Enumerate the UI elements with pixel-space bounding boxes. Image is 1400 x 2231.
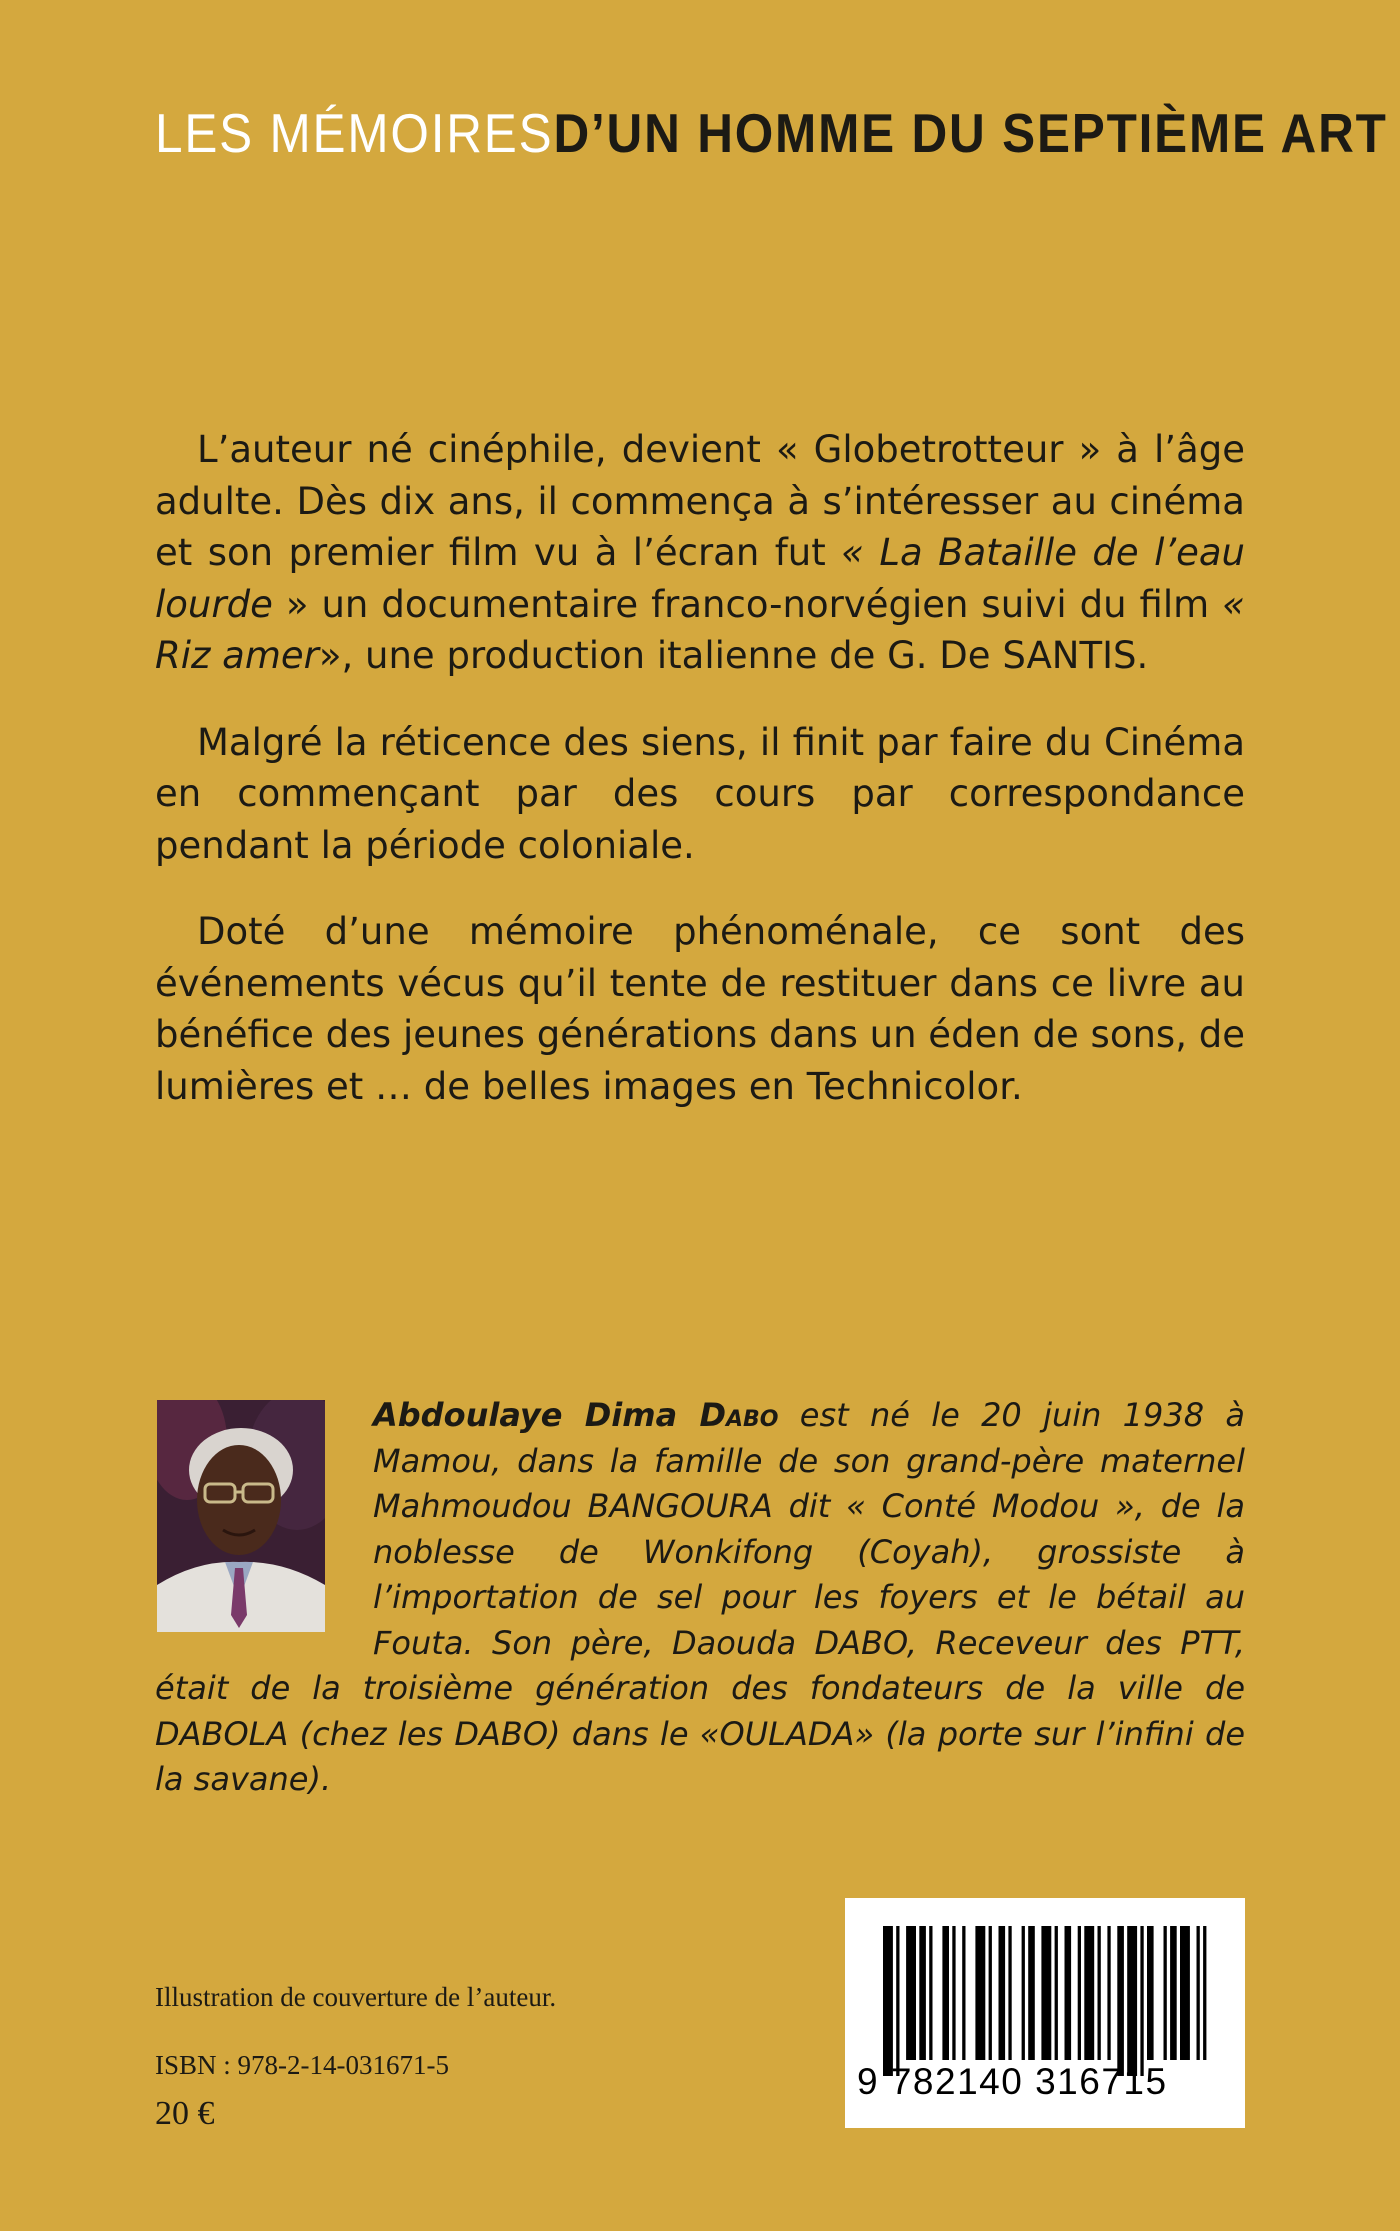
summary-paragraph-2: Malgré la réticence des siens, il finit par faire du Cinéma en commençant par des cours par correspondance pendant la période coloniale. — [155, 720, 1245, 867]
photo-float-spacer — [155, 1393, 373, 1663]
barcode-bar — [942, 1926, 949, 2060]
book-summary — [155, 424, 1245, 1147]
barcode-bar — [1055, 1926, 1058, 2060]
title-part-les-memoires: LES MÉMOIRES — [155, 102, 554, 164]
barcode-bar — [975, 1926, 985, 2060]
barcode-bar — [962, 1926, 965, 2060]
barcode-bar — [1078, 1926, 1081, 2060]
barcode-bar — [1107, 1926, 1110, 2060]
barcode-bar — [1164, 1926, 1167, 2060]
barcode-bar — [1180, 1926, 1190, 2060]
barcode-bar — [883, 1926, 893, 2076]
barcode-bar — [952, 1926, 955, 2060]
price: 20 € — [155, 2095, 215, 2132]
barcode-bar — [989, 1926, 992, 2060]
isbn-number: ISBN : 978-2-14-031671-5 — [155, 2050, 449, 2080]
barcode-bar — [906, 1926, 916, 2060]
film-title-riz-amer: « Riz amer — [155, 582, 1245, 677]
book-title — [155, 98, 1388, 168]
barcode-digits: 9 782140 316715 — [857, 2061, 1168, 2102]
barcode-bar — [929, 1926, 932, 2060]
barcode-bar — [999, 1926, 1006, 2060]
barcode-bar — [1065, 1926, 1072, 2060]
barcode-bar — [1008, 1926, 1011, 2060]
film-title-bataille: « La Bataille de l’eau lourde — [155, 531, 1245, 626]
author-name: Abdoulaye Dima — [373, 1396, 700, 1434]
author-bio-text: est né le 20 juin 1938 à Mamou, dans la famille de son grand-père maternel Mahmoudou BANGOURA dit « Conté Modou », de la noblesse de Wonkifong (Coyah), grossiste à l’importation de sel pour les foyers et le bétail au Fouta. Son père, Daouda DABO, Receveur des PTT, était de la troisième génération des fondateurs de la ville de DABOLA (chez les DABO) dans le «OULADA» (la porte sur l’infini de la savane). — [155, 1396, 1246, 1798]
barcode-bar — [1041, 1926, 1051, 2060]
barcode-bar — [1203, 1926, 1206, 2060]
barcode-bar — [1170, 1926, 1177, 2060]
cover-illustration-credit: Illustration de couverture de l’auteur. — [155, 1982, 557, 2012]
barcode — [845, 1898, 1245, 2128]
barcode-bar — [1028, 1926, 1035, 2060]
barcode-bar — [1022, 1926, 1025, 2060]
summary-paragraph-1: L’auteur né cinéphile, devient « Globetrotteur » à l’âge adulte. Dès dix ans, il commença à s’intéresser au cinéma et son premier film vu à l’écran fut « La Bataille de l’eau lourde » un documentaire franco-norvégien suivi du film « Riz amer», une production italienne de G. De SANTIS. — [155, 428, 1245, 677]
barcode-bar — [896, 1926, 899, 2076]
barcode-bar — [1127, 1926, 1137, 2076]
author-biography — [155, 1393, 1245, 1803]
barcode-bar — [1197, 1926, 1200, 2060]
barcode-bar — [919, 1926, 926, 2060]
barcode-bar — [1098, 1926, 1101, 2060]
title-part-homme-septieme-art: D’UN HOMME DU SEPTIÈME ART — [553, 102, 1388, 164]
barcode-bar — [1117, 1926, 1124, 2076]
summary-paragraph-3: Doté d’une mémoire phénoménale, ce sont des événements vécus qu’il tente de restituer dans ce livre au bénéfice des jeunes générations dans un éden de sons, de lumières et … de belles images en Technicolor. — [155, 910, 1245, 1108]
barcode-bar — [1084, 1926, 1094, 2060]
barcode-bar — [1147, 1926, 1154, 2060]
barcode-bar — [1140, 1926, 1143, 2076]
author-surname: Dabo — [699, 1396, 779, 1434]
